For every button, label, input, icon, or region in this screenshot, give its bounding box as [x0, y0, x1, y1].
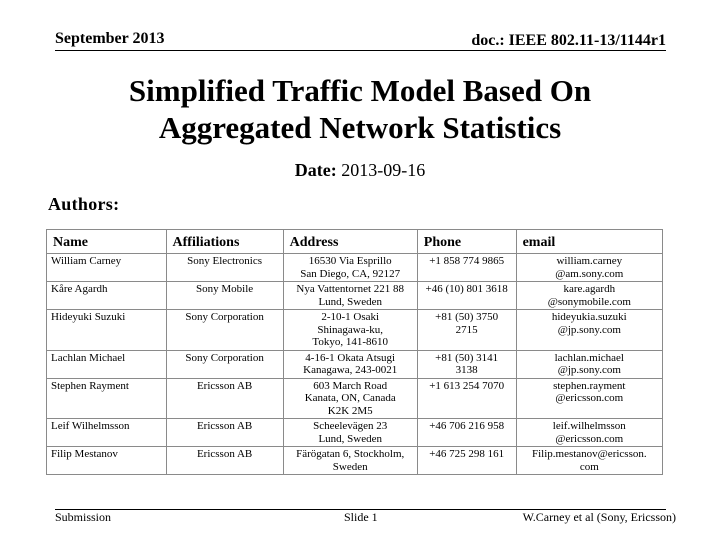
table-row	[47, 282, 663, 310]
author-phone	[417, 350, 516, 378]
header-doc-id: doc.: IEEE 802.11-13/1144r1	[471, 32, 666, 49]
author-email	[516, 254, 662, 282]
author-email-line: stephen.rayment	[553, 379, 626, 392]
author-phone-line: +81 (50) 3141	[435, 351, 499, 364]
header-affiliations: Affiliations	[166, 230, 283, 254]
author-phone-line: 3138	[455, 364, 478, 376]
author-email	[516, 310, 662, 351]
author-email-line: @sonymobile.com	[547, 295, 631, 308]
author-phone-line: 2715	[455, 323, 478, 336]
author-address-line: San Diego, CA, 92127	[300, 267, 401, 280]
author-affiliation	[166, 310, 283, 351]
author-phone	[417, 419, 516, 447]
slide-title	[40, 72, 680, 146]
author-phone-line: +46 (10) 801 3618	[425, 283, 508, 295]
author-name-line: William Carney	[51, 255, 122, 267]
author-address-line: 16530 Via Esprillo	[308, 255, 392, 267]
author-phone	[417, 378, 516, 419]
table-row	[47, 254, 663, 282]
author-phone	[417, 282, 516, 310]
authors-heading: Authors:	[48, 194, 120, 214]
author-name-line: Hideyuki Suzuki	[51, 311, 126, 323]
author-name	[47, 282, 167, 310]
author-phone	[417, 310, 516, 351]
author-address-line: 603 March Road	[313, 379, 388, 392]
author-email-line: kare.agardh	[563, 283, 616, 295]
author-email-line: @jp.sony.com	[557, 364, 621, 376]
author-email-line: hideyukia.suzuki	[551, 311, 627, 323]
authors-table	[46, 229, 663, 475]
author-address-line: Nya Vattentornet 221 88	[296, 283, 405, 295]
authors-table-body	[47, 254, 663, 475]
author-affiliation-line: Sony Electronics	[187, 255, 263, 267]
slide-title-line2: Aggregated Network Statistics	[158, 110, 562, 145]
author-address	[283, 419, 417, 447]
author-address-line: Kanagawa, 243-0021	[303, 364, 398, 376]
author-email-line: Filip.mestanov@ericsson.	[531, 448, 647, 460]
author-email-line: lachlan.michael	[554, 351, 624, 364]
author-affiliation-line: Ericsson AB	[196, 448, 253, 460]
author-address-line: K2K 2M5	[327, 404, 373, 417]
author-name	[47, 254, 167, 282]
author-name	[47, 350, 167, 378]
author-phone	[417, 254, 516, 282]
author-affiliation-line: Ericsson AB	[196, 379, 253, 392]
table-row	[47, 378, 663, 419]
author-address-line: Shinagawa-ku,	[317, 323, 384, 336]
footer-authors: W.Carney et al (Sony, Ericsson)	[522, 510, 676, 524]
author-address	[283, 378, 417, 419]
author-affiliation	[166, 447, 283, 475]
table-header-row	[47, 230, 663, 254]
author-email-line: @ericsson.com	[555, 392, 624, 404]
author-email	[516, 419, 662, 447]
author-name	[47, 419, 167, 447]
author-address-line: Lund, Sweden	[318, 295, 382, 308]
header-phone: Phone	[417, 230, 516, 254]
author-address-line: Färögatan 6, Stockholm,	[296, 448, 405, 460]
author-address	[283, 310, 417, 351]
table-row	[47, 350, 663, 378]
author-affiliation	[166, 254, 283, 282]
date-value: 2013-09-16	[341, 160, 426, 180]
date-label: Date:	[294, 160, 337, 180]
author-phone-line: +46 706 216 958	[429, 420, 505, 432]
author-email-line: leif.wilhelmsson	[552, 420, 626, 432]
author-name	[47, 378, 167, 419]
author-affiliation-line: Sony Corporation	[185, 311, 264, 323]
author-affiliation-line: Sony Corporation	[185, 351, 264, 364]
author-email-line: @am.sony.com	[555, 267, 624, 280]
author-address-line: Sweden	[332, 460, 368, 473]
author-affiliation	[166, 378, 283, 419]
author-name-line: Stephen Rayment	[51, 379, 129, 392]
author-email	[516, 378, 662, 419]
author-phone	[417, 447, 516, 475]
author-email-line: @jp.sony.com	[557, 323, 621, 336]
author-email	[516, 350, 662, 378]
header-date: September 2013	[55, 30, 165, 47]
author-email-line: com	[579, 460, 599, 473]
author-name-line: Kåre Agardh	[51, 283, 108, 295]
author-email-line: @ericsson.com	[555, 432, 624, 445]
author-phone-line: +1 858 774 9865	[429, 255, 505, 267]
author-phone-line: +81 (50) 3750	[435, 311, 499, 323]
author-email	[516, 282, 662, 310]
header-divider	[55, 50, 666, 51]
author-phone-line: +46 725 298 161	[429, 448, 505, 460]
table-row	[47, 310, 663, 351]
author-email	[516, 447, 662, 475]
author-email-line: william.carney	[556, 255, 623, 267]
author-affiliation-line: Sony Mobile	[196, 283, 254, 295]
header-address: Address	[283, 230, 417, 254]
table-row	[47, 447, 663, 475]
author-address	[283, 282, 417, 310]
author-address-line: Scheelevägen 23	[313, 420, 388, 432]
author-address-line: Tokyo, 141-8610	[312, 336, 389, 348]
author-address	[283, 350, 417, 378]
author-name-line: Leif Wilhelmsson	[51, 420, 130, 432]
author-affiliation	[166, 419, 283, 447]
author-address-line: Lund, Sweden	[318, 432, 382, 445]
author-address	[283, 447, 417, 475]
author-affiliation-line: Ericsson AB	[196, 420, 253, 432]
table-row	[47, 419, 663, 447]
author-address-line: Kanata, ON, Canada	[304, 392, 396, 404]
author-name-line: Filip Mestanov	[51, 448, 118, 460]
author-address-line: 4-16-1 Okata Atsugi	[305, 351, 396, 364]
author-phone-line: +1 613 254 7070	[429, 379, 505, 392]
footer-submission: Submission	[55, 510, 112, 524]
author-affiliation	[166, 350, 283, 378]
author-name-line: Lachlan Michael	[51, 351, 126, 364]
author-affiliation	[166, 282, 283, 310]
header-email: email	[516, 230, 662, 254]
date-line	[0, 160, 720, 181]
author-address-line: 2-10-1 Osaki	[321, 311, 380, 323]
footer-slide-number: Slide 1	[344, 510, 378, 524]
author-name	[47, 310, 167, 351]
header-name: Name	[47, 230, 167, 254]
slide-title-line1: Simplified Traffic Model Based On	[128, 73, 592, 108]
author-name	[47, 447, 167, 475]
author-address	[283, 254, 417, 282]
